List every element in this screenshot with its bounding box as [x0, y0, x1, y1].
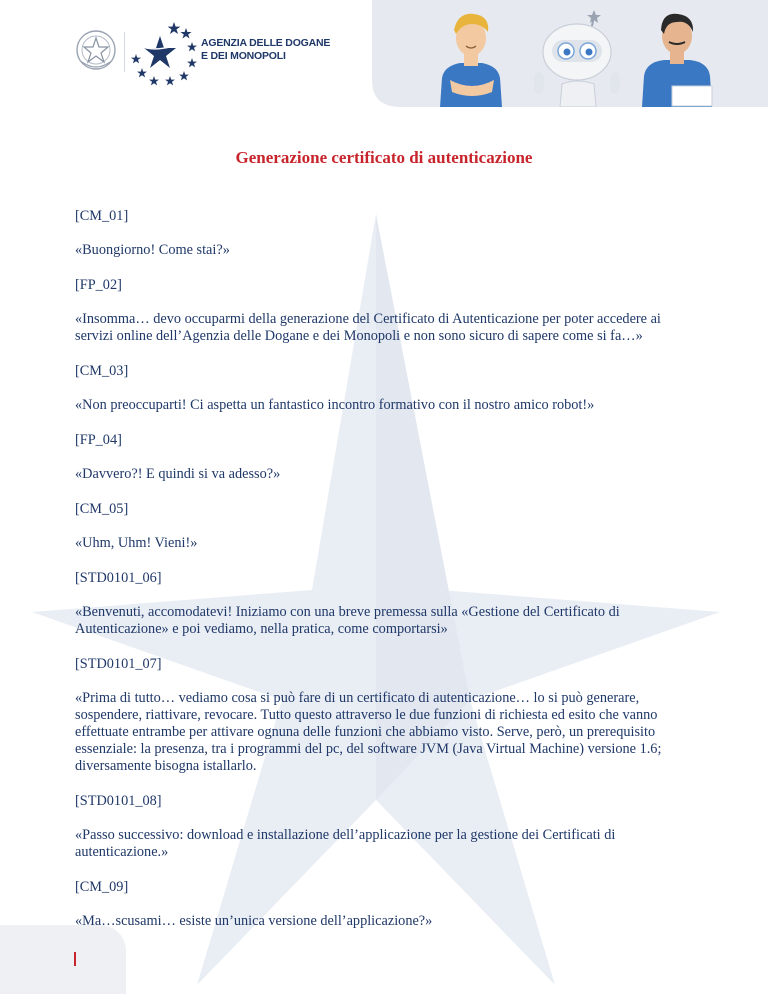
dialogue-content: [75, 208, 697, 948]
document-title: Generazione certificato di autenticazione: [235, 148, 533, 167]
dialogue-tag: [CM_01]: [75, 208, 129, 224]
italian-republic-emblem-icon: [74, 28, 118, 72]
dialogue-tag: [FP_02]: [75, 277, 122, 293]
dialogue-line: «Uhm, Uhm! Vieni!»: [75, 535, 198, 551]
header-divider: [124, 32, 125, 72]
dialogue-tag: [STD0101_07]: [75, 656, 162, 672]
agency-name: [201, 37, 330, 63]
dialogue-tag: [CM_05]: [75, 501, 129, 517]
dialogue-tag: [STD0101_08]: [75, 793, 162, 809]
dialogue-line: «Benvenuti, accomodatevi! Iniziamo con una breve premessa sulla «Gestione del Certificato di Autenticazione» e poi vediamo, nella pratica, come comportarsi»: [75, 604, 620, 637]
dialogue-line: «Ma…scusami… esiste un’unica versione dell’applicazione?»: [75, 913, 433, 929]
dialogue-line: «Davvero?! E quindi si va adesso?»: [75, 466, 281, 482]
dialogue-line: «Non preoccuparti! Ci aspetta un fantastico incontro formativo con il nostro amico robot!»: [75, 397, 595, 413]
characters-and-robot-illustration: [372, 0, 768, 107]
dialogue-tag: [STD0101_06]: [75, 570, 162, 586]
dialogue-tag: [FP_04]: [75, 432, 122, 448]
dialogue-line: «Passo successivo: download e installazione dell’applicazione per la gestione dei Certificati di autenticazione.»: [75, 827, 616, 860]
page-number-marker: [74, 952, 76, 966]
dialogue-line: «Prima di tutto… vediamo cosa si può fare di un certificato di autenticazione… lo si può generare, sospendere, riattivare, revocare. Tutto questo attraverso le due funzioni di richiesta ed esito che vanno effettuate entrambe per attivare ognuna delle funzioni che abbiamo visto. Serve, però, un prerequisito essenziale: la presenza, tra i programmi del pc, del software JVM (Java Virtual Machine) versione 1.6; diversamente bisogna istallarlo.: [75, 690, 662, 774]
dialogue-line: «Insomma… devo occuparmi della generazione del Certificato di Autenticazione per poter accedere ai servizi online dell’Agenzia delle Dogane e dei Monopoli e non sono sicuro di sapere come si fa…»: [75, 311, 661, 344]
stars-logo-icon: [130, 18, 200, 86]
agency-name-line1: AGENZIA DELLE DOGANE: [201, 37, 331, 49]
dialogue-line: «Buongiorno! Come stai?»: [75, 242, 230, 258]
page-header: [0, 0, 768, 120]
dialogue-tag: [CM_09]: [75, 879, 129, 895]
dialogue-tag: [CM_03]: [75, 363, 129, 379]
agency-name-line2: E DEI MONOPOLI: [201, 50, 286, 62]
